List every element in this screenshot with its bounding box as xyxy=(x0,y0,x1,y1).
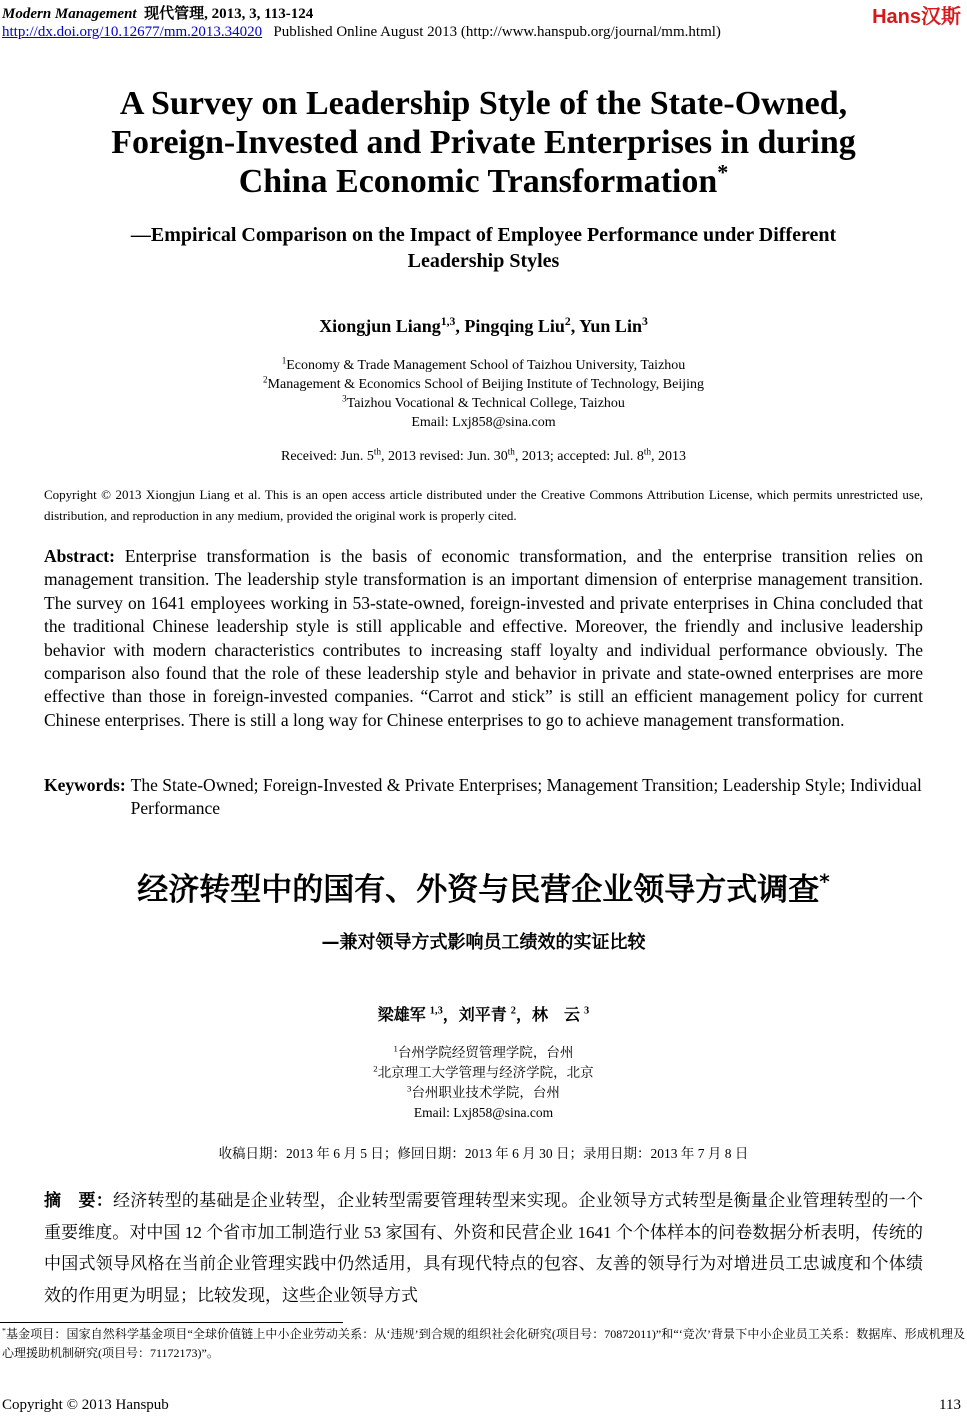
subtitle-line: —Empirical Comparison on the Impact of Employee Performance under Different xyxy=(130,224,837,246)
aff-text: Taizhou Vocational & Technical College, Taizhou xyxy=(346,396,625,411)
affiliations xyxy=(44,356,923,432)
author-sup: 1,3 xyxy=(429,1005,443,1017)
aff-sup: 3 xyxy=(342,393,347,404)
keywords xyxy=(44,774,923,821)
date-text: Received: Jun. 5 xyxy=(281,449,374,464)
date-sup: th xyxy=(373,446,381,457)
title-text: China Economic Transformation xyxy=(238,163,718,200)
author-sup: 2 xyxy=(510,1005,516,1017)
author-sup: 1,3 xyxy=(440,315,456,328)
cn-title-text: 经济转型中的国有、外资与民营企业领导方式调查 xyxy=(137,872,820,908)
author: 梁雄军 xyxy=(377,1007,430,1024)
paper-subtitle xyxy=(44,222,923,274)
aff-text: 台州学院经贸管理学院，台州 xyxy=(397,1045,574,1060)
affiliation xyxy=(44,394,923,413)
abstract-text: Enterprise transformation is the basis of economic transformation, and the enterprise transition relies on management transition. The leadership style transformation is an important dimension of enterprise management transition. The survey on 1641 employees working in 53-state-owned, foreign-invested and private enterprises in China concluded that the traditional Chinese leadership style is still applicable and effective. Moreover, the friendly and inclusive leadership behavior with modern characteristics contributes to increasing staff loyalty and individual performance obviously. The comparison also found that the role of these leadership style and behavior in private and state-owned enterprises are more effective than those in foreign-invested companies. “Carrot and stick” is still an efficient management policy for current Chinese enterprises. There is still a long way for Chinese enterprises to go to achieve management transformation. xyxy=(44,546,924,730)
aff-text: 台州职业技术学院，台州 xyxy=(411,1085,560,1100)
footer-copyright: Copyright © 2013 Hanspub xyxy=(2,1397,169,1413)
footnote-marker: * xyxy=(819,869,830,894)
footnote-marker: * xyxy=(717,159,729,185)
aff-sup: 2 xyxy=(373,1063,378,1074)
abstract-label: Abstract: xyxy=(44,546,115,566)
received-dates xyxy=(44,446,923,465)
affiliation xyxy=(44,1083,923,1103)
author-sup: 3 xyxy=(641,315,648,328)
aff-text: Management & Economics School of Beijing Institute of Technology, Beijing xyxy=(267,377,704,392)
aff-text: 北京理工大学管理与经济学院，北京 xyxy=(377,1065,594,1080)
page-number: 113 xyxy=(939,1397,961,1413)
aff-sup: 1 xyxy=(393,1043,398,1054)
published-info: Published Online August 2013 (http://www.hanspub.org/journal/mm.html) xyxy=(273,24,721,40)
date-sup: th xyxy=(643,446,651,457)
author: , Pingqing Liu xyxy=(455,316,565,336)
keywords-label: Keywords: xyxy=(44,775,126,795)
keywords-text: The State-Owned; Foreign-Invested & Private Enterprises; Management Transition; Leadership Style; Individual Performance xyxy=(130,775,922,819)
author: , Yun Lin xyxy=(570,316,642,336)
date-text: , 2013 revised: Jun. 30 xyxy=(381,449,508,464)
author-sup: 3 xyxy=(584,1005,590,1017)
paper-title xyxy=(44,84,923,201)
author: Xiongjun Liang xyxy=(319,316,441,336)
hans-logo: Hans汉斯 xyxy=(872,6,961,28)
footnote-divider xyxy=(0,1322,343,1323)
journal-issue: 现代管理, 2013, 3, 113-124 xyxy=(144,6,314,22)
title-line xyxy=(44,159,923,201)
email: Email: Lxj858@sina.com xyxy=(411,415,556,430)
publication-line xyxy=(2,24,721,41)
cn-abstract-label: 摘 要： xyxy=(44,1191,113,1210)
affiliation xyxy=(44,375,923,394)
doi-link[interactable]: http://dx.doi.org/10.12677/mm.2013.34020 xyxy=(2,24,263,40)
subtitle-line: Leadership Styles xyxy=(407,250,560,272)
affiliation xyxy=(44,356,923,375)
title-line: A Survey on Leadership Style of the State-Owned, xyxy=(119,85,848,122)
cn-affiliations xyxy=(44,1043,923,1123)
copyright-notice: Copyright © 2013 Xiongjun Liang et al. This is an open access article distributed under the Creative Commons Attribution License, which permits unrestricted use, distribution, and reproduction in any medium, provided the original work is properly cited. xyxy=(44,487,923,523)
cn-abstract-text: 经济转型的基础是企业转型，企业转型需要管理转型来实现。企业领导方式转型是衡量企业管理转型的一个重要维度。对中国 12 个省市加工制造行业 53 家国有、外资和民营企业 1641 个个体样本的问卷数据分析表明，传统的中国式领导风格在当前企业管理实践中仍然适用，具有现代特点的包容、友善的领导行为对增进员工忠诚度和个体绩效的作用更为明显；比较发现，这些企业领导方式 xyxy=(44,1191,924,1305)
author-sup: 2 xyxy=(564,315,571,328)
affiliation xyxy=(44,1063,923,1083)
footnote-text: 基金项目：国家自然科学基金项目“全球价值链上中小企业劳动关系：从‘违规’到合规的组织社会化研究(项目号：70872011)”和“‘竞次’背景下中小企业员工关系：数据库、形成机理及心理援助机制研究(项目号：71172173)”。 xyxy=(2,1327,965,1360)
journal-header xyxy=(2,2,313,23)
author: ，刘平青 xyxy=(442,1007,511,1024)
aff-sup: 2 xyxy=(263,374,268,385)
cn-dates: 收稿日期：2013 年 6 月 5 日；修回日期：2013 年 6 月 30 日；录用日期：2013 年 7 月 8 日 xyxy=(218,1146,749,1161)
cn-author-list xyxy=(44,1002,923,1025)
aff-sup: 3 xyxy=(407,1083,412,1094)
abstract xyxy=(44,545,923,732)
journal-name: Modern Management xyxy=(2,6,137,22)
date-text: , 2013; accepted: Jul. 8 xyxy=(514,449,644,464)
cn-subtitle: —兼对领导方式影响员工绩效的实证比较 xyxy=(321,932,646,953)
affiliation xyxy=(44,1043,923,1063)
footnote xyxy=(2,1325,965,1363)
cn-abstract xyxy=(44,1185,923,1311)
footnote-marker: * xyxy=(2,1326,6,1335)
title-line: Foreign-Invested and Private Enterprises in during xyxy=(111,124,856,161)
date-text: , 2013 xyxy=(651,449,686,464)
author: ，林 云 xyxy=(516,1007,585,1024)
email: Email: Lxj858@sina.com xyxy=(413,1105,554,1120)
author-list xyxy=(44,316,923,337)
date-sup: th xyxy=(507,446,515,457)
cn-title xyxy=(44,864,923,909)
aff-sup: 1 xyxy=(281,355,287,366)
aff-text: Economy & Trade Management School of Taizhou University, Taizhou xyxy=(286,358,686,373)
